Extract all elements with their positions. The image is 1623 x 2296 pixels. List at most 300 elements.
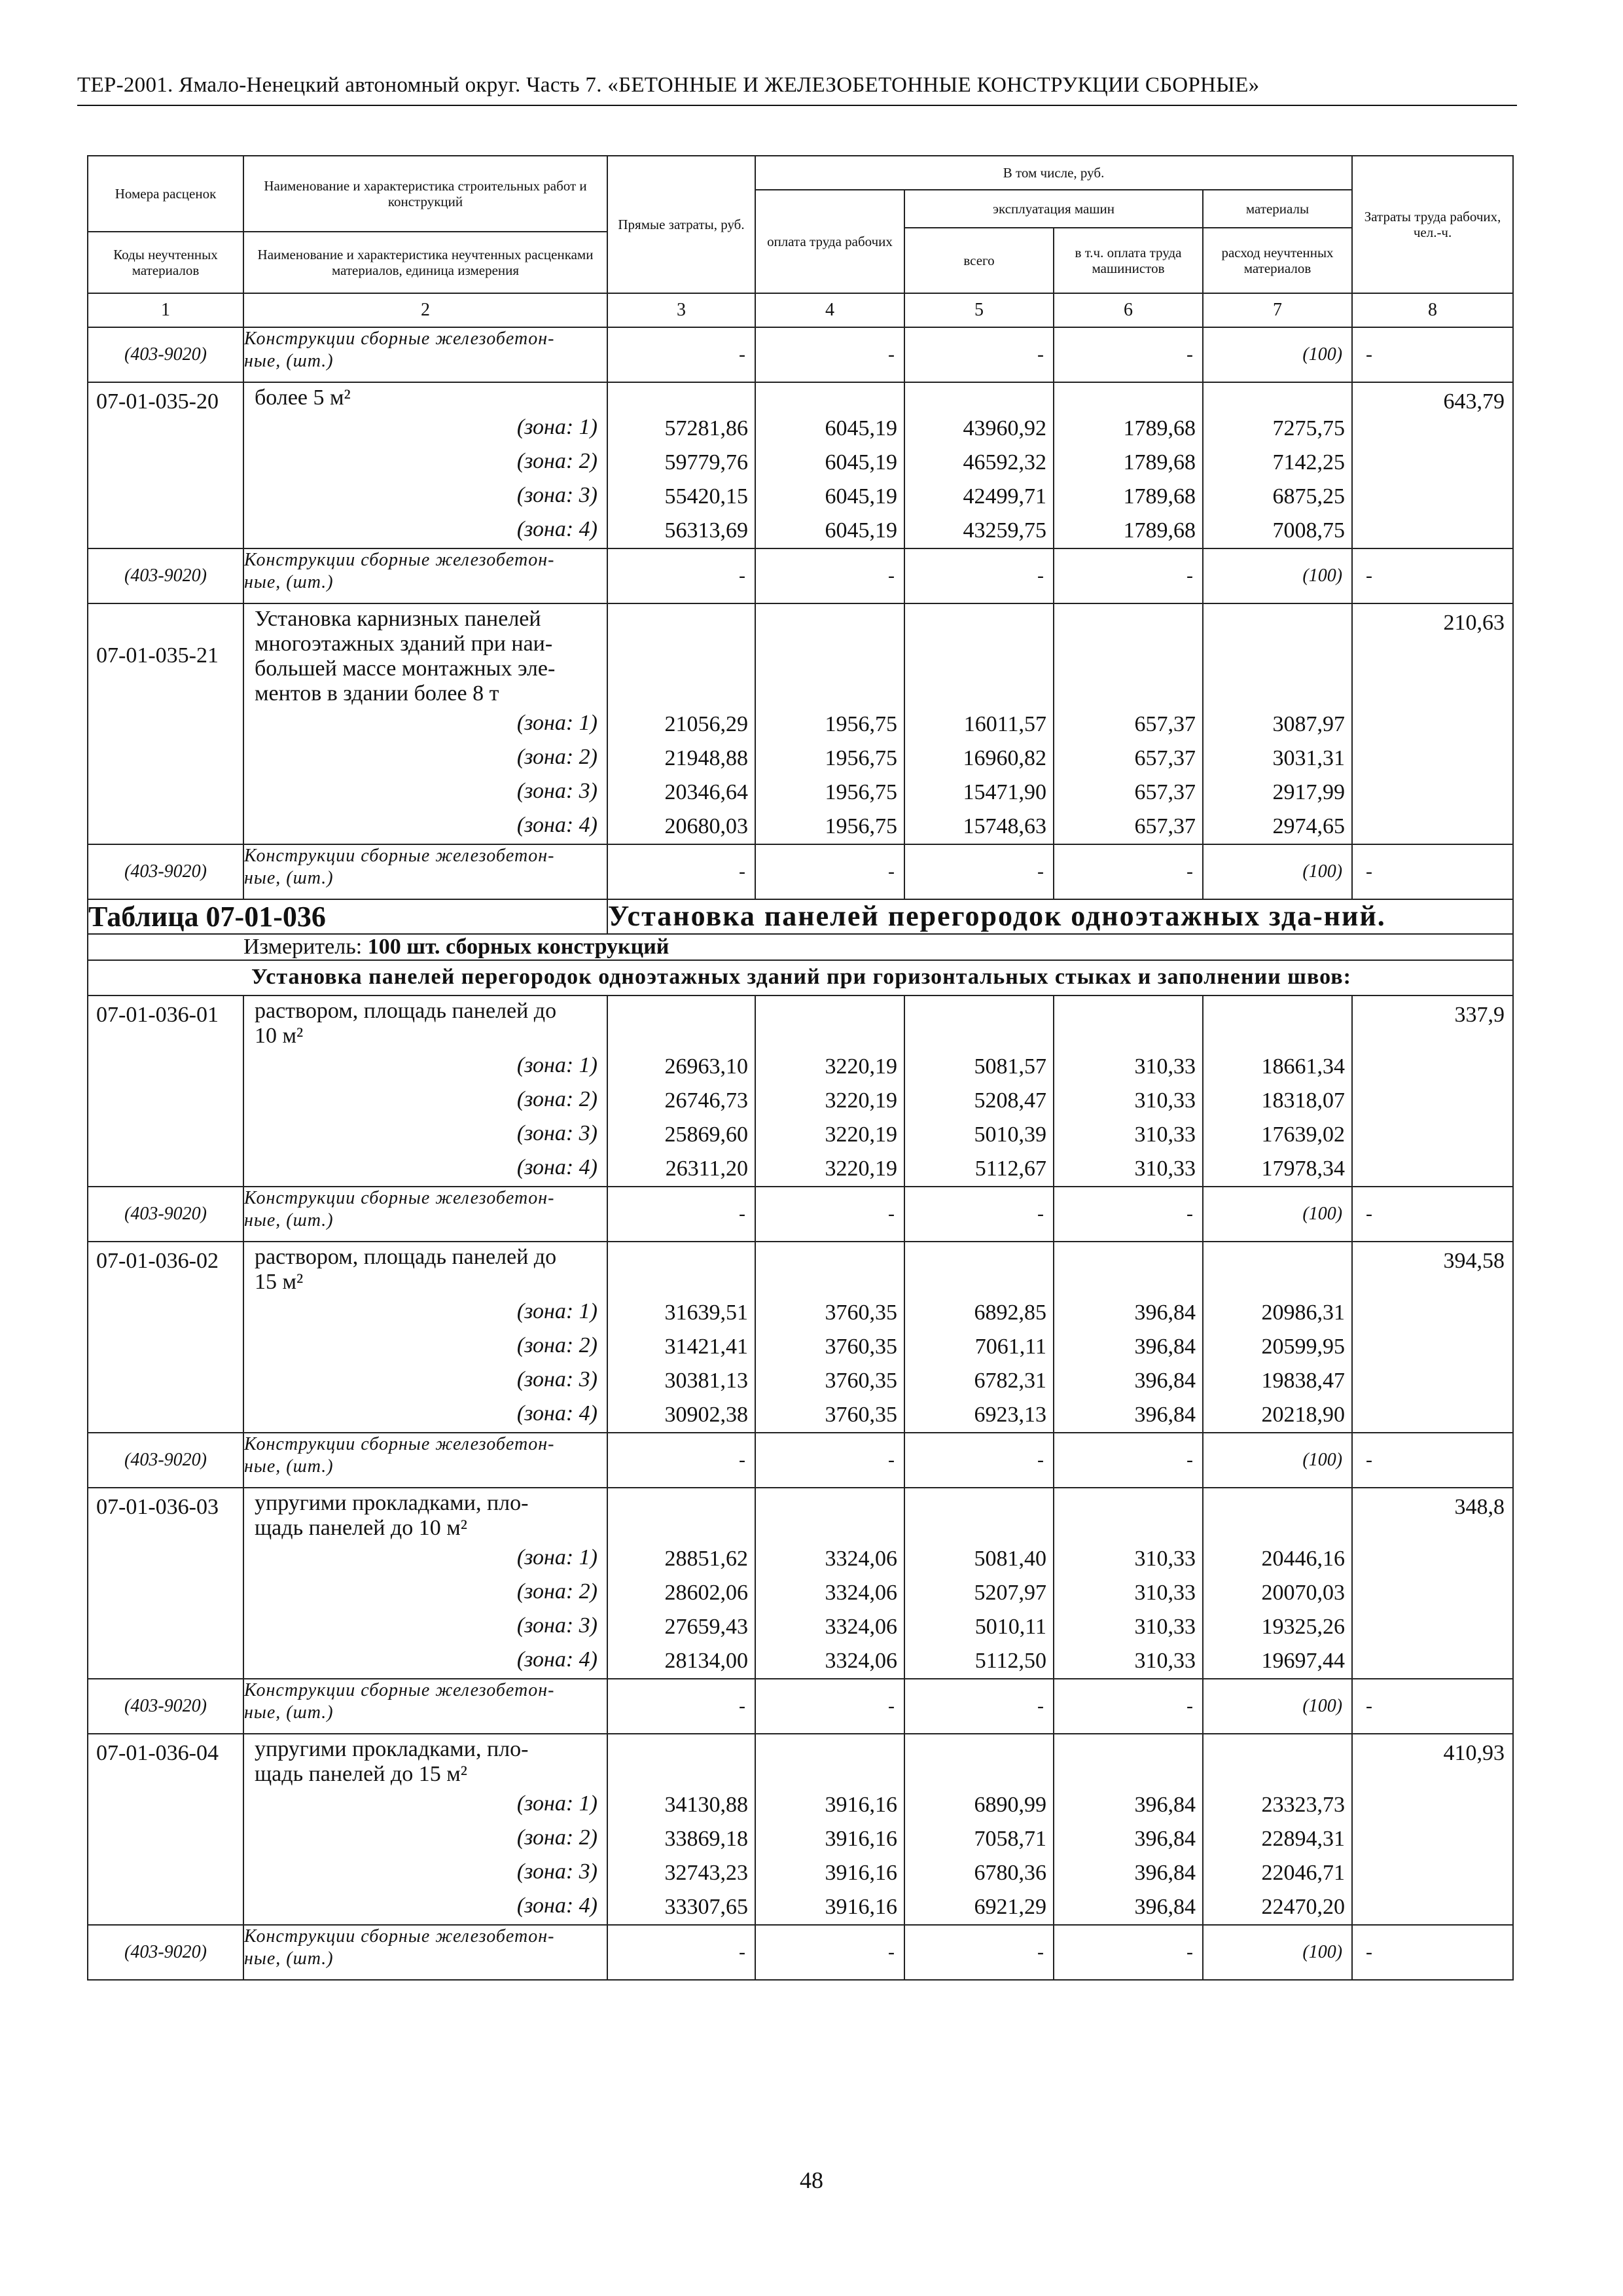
materials-cost-cell [1203, 1242, 1352, 1433]
material-dash: - [1054, 327, 1203, 382]
direct-cost: 28134,00 [664, 1649, 748, 1673]
material-quantity: (100) [1203, 1925, 1352, 1980]
material-row [88, 1925, 1513, 1980]
direct-cost-cell [607, 1734, 755, 1925]
materials-cost: 20986,31 [1261, 1300, 1346, 1325]
direct-cost: 20346,64 [664, 780, 748, 804]
material-quantity: (100) [1203, 1433, 1352, 1488]
labor-cost: 394,58 [1352, 1242, 1513, 1433]
worker-wages: 3220,19 [825, 1088, 897, 1113]
material-row [88, 327, 1513, 382]
rate-name-cell [243, 1734, 607, 1925]
direct-cost: 28851,62 [664, 1547, 748, 1571]
rate-row [88, 996, 1513, 1187]
machinist-wages: 1789,68 [1123, 484, 1196, 509]
material-code: (403-9020) [88, 548, 243, 603]
rate-name-line: щадь панелей до 10 м² [255, 1516, 467, 1540]
zone-label: (зона: 1) [516, 1053, 597, 1077]
zone-label: (зона: 2) [516, 1579, 597, 1604]
material-code: (403-9020) [88, 327, 243, 382]
material-dash: - [607, 1433, 755, 1488]
machinist-wages-cell [1054, 1488, 1203, 1679]
machinist-wages: 310,33 [1134, 1122, 1196, 1147]
machinist-wages: 310,33 [1134, 1547, 1196, 1571]
labor-cost: 410,93 [1352, 1734, 1513, 1925]
rate-row [88, 603, 1513, 844]
measure-unit [243, 934, 1513, 960]
zone-label: (зона: 1) [516, 1545, 597, 1570]
materials-cost: 20599,95 [1261, 1335, 1346, 1359]
machines-total: 5112,67 [974, 1157, 1046, 1181]
material-dash: - [904, 327, 1054, 382]
direct-cost: 55420,15 [664, 484, 748, 509]
machinist-wages: 396,84 [1134, 1861, 1196, 1885]
col-rate-number-header: Номера расценок [88, 156, 243, 232]
material-dash: - [755, 327, 904, 382]
machines-total-cell [904, 996, 1054, 1187]
machinist-wages: 396,84 [1134, 1827, 1196, 1851]
zone-label: (зона: 4) [516, 813, 597, 837]
col-number: 8 [1352, 293, 1513, 327]
direct-cost-cell [607, 996, 755, 1187]
worker-wages: 1956,75 [825, 746, 897, 770]
rate-name-line: упругими прокладками, пло- [255, 1737, 529, 1761]
machines-total: 15748,63 [963, 814, 1046, 838]
group-row [88, 960, 1513, 996]
material-name: Конструкции сборные железобетон- ные, (шт.) [243, 844, 607, 899]
measure-label: Измеритель: [243, 935, 368, 959]
material-code: (403-9020) [88, 1679, 243, 1734]
col-number: 3 [607, 293, 755, 327]
direct-cost: 56313,69 [664, 518, 748, 543]
material-dash: - [755, 1433, 904, 1488]
materials-cost-cell [1203, 1488, 1352, 1679]
direct-cost: 26963,10 [664, 1054, 748, 1079]
machines-total-cell [904, 382, 1054, 548]
rate-code: 07-01-036-03 [88, 1488, 243, 1679]
machinist-wages: 396,84 [1134, 1793, 1196, 1817]
rate-name-cell [243, 1242, 607, 1433]
direct-cost: 27659,43 [664, 1615, 748, 1639]
machinist-wages: 657,37 [1134, 780, 1196, 804]
materials-cost: 19697,44 [1261, 1649, 1346, 1673]
machines-total: 5081,40 [974, 1547, 1046, 1571]
material-row [88, 1187, 1513, 1242]
rate-name-line: более 5 м² [255, 386, 351, 410]
zone-label: (зона: 3) [516, 483, 597, 507]
zone-label: (зона: 3) [516, 1367, 597, 1391]
worker-wages: 6045,19 [825, 484, 897, 509]
materials-cost: 7275,75 [1272, 416, 1346, 440]
material-dash: - [1352, 1187, 1513, 1242]
material-dash: - [1352, 327, 1513, 382]
machinist-wages-cell [1054, 603, 1203, 844]
worker-wages-cell [755, 996, 904, 1187]
material-dash: - [1352, 1433, 1513, 1488]
machinist-wages: 657,37 [1134, 746, 1196, 770]
zone-label: (зона: 4) [516, 1401, 597, 1426]
material-dash: - [755, 548, 904, 603]
machines-total: 43960,92 [963, 416, 1046, 440]
zone-label: (зона: 4) [516, 1893, 597, 1918]
zone-label: (зона: 3) [516, 1613, 597, 1638]
materials-cost: 20218,90 [1261, 1403, 1346, 1427]
material-name: Конструкции сборные железобетон- ные, (шт.) [243, 327, 607, 382]
materials-cost: 18661,34 [1261, 1054, 1346, 1079]
table-caption-row [88, 899, 1513, 934]
zone-label: (зона: 3) [516, 779, 597, 803]
materials-cost: 19325,26 [1261, 1615, 1346, 1639]
machinist-wages: 1789,68 [1123, 518, 1196, 543]
worker-wages-cell [755, 603, 904, 844]
machines-total: 6892,85 [974, 1300, 1046, 1325]
col-material-code-header: Коды неучтенных материалов [88, 232, 243, 293]
material-dash: - [607, 1925, 755, 1980]
machinist-wages: 396,84 [1134, 1369, 1196, 1393]
material-name: Конструкции сборные железобетон- ные, (шт.) [243, 1433, 607, 1488]
direct-cost: 33307,65 [664, 1895, 748, 1919]
zone-label: (зона: 1) [516, 1791, 597, 1816]
material-dash: - [1054, 548, 1203, 603]
material-code: (403-9020) [88, 1187, 243, 1242]
machines-total: 5010,39 [974, 1122, 1046, 1147]
machinist-wages: 310,33 [1134, 1088, 1196, 1113]
rate-code: 07-01-036-02 [88, 1242, 243, 1433]
direct-cost: 30381,13 [664, 1369, 748, 1393]
machinist-wages: 657,37 [1134, 712, 1196, 736]
worker-wages-cell [755, 382, 904, 548]
materials-cost: 23323,73 [1261, 1793, 1346, 1817]
material-code: (403-9020) [88, 1433, 243, 1488]
col-number: 6 [1054, 293, 1203, 327]
machinist-wages: 310,33 [1134, 1581, 1196, 1605]
rate-code: 07-01-035-20 [88, 382, 243, 548]
rate-name-line: щадь панелей до 15 м² [255, 1762, 467, 1786]
material-row [88, 844, 1513, 899]
material-dash: - [904, 1679, 1054, 1734]
page-number: 48 [800, 2167, 823, 2193]
material-dash: - [1054, 1433, 1203, 1488]
worker-wages: 3760,35 [825, 1369, 897, 1393]
zone-label: (зона: 1) [516, 1299, 597, 1323]
rate-name-line: большей массе монтажных эле- [255, 656, 556, 681]
direct-cost: 26746,73 [664, 1088, 748, 1113]
material-quantity: (100) [1203, 1679, 1352, 1734]
col-wages-header: оплата труда рабочих [755, 190, 904, 293]
col-labor-header: Затраты труда рабочих, чел.-ч. [1352, 156, 1513, 293]
machines-total-cell [904, 1242, 1054, 1433]
col-number: 5 [904, 293, 1054, 327]
machines-total: 5112,50 [974, 1649, 1046, 1673]
rate-name-line: раствором, площадь панелей до [255, 999, 557, 1023]
machines-total: 16960,82 [963, 746, 1046, 770]
machinist-wages: 657,37 [1134, 814, 1196, 838]
machines-total: 7061,11 [974, 1335, 1046, 1359]
machines-header: эксплуатация машин [904, 190, 1203, 228]
materials-cost: 22894,31 [1261, 1827, 1346, 1851]
machinist-wages: 310,33 [1134, 1615, 1196, 1639]
direct-cost: 32743,23 [664, 1861, 748, 1885]
worker-wages: 3916,16 [825, 1793, 897, 1817]
worker-wages: 3760,35 [825, 1403, 897, 1427]
materials-cost-cell [1203, 996, 1352, 1187]
machines-total: 15471,90 [963, 780, 1046, 804]
material-dash: - [904, 1433, 1054, 1488]
materials-cost: 20070,03 [1261, 1581, 1346, 1605]
materials-cost: 7008,75 [1272, 518, 1346, 543]
worker-wages: 3916,16 [825, 1895, 897, 1919]
labor-cost: 337,9 [1352, 996, 1513, 1187]
zone-label: (зона: 3) [516, 1859, 597, 1884]
col-number: 1 [88, 293, 243, 327]
machines-total: 6921,29 [974, 1895, 1046, 1919]
worker-wages-cell [755, 1734, 904, 1925]
material-dash: - [607, 327, 755, 382]
table-title: Установка панелей перегородок одноэтажных зда-ний. [607, 899, 1513, 934]
material-dash: - [1054, 1679, 1203, 1734]
rate-name-line: 10 м² [255, 1024, 304, 1048]
materials-cost: 2917,99 [1272, 780, 1346, 804]
col-materials-header: расход неучтенных материалов [1203, 228, 1352, 293]
material-row [88, 548, 1513, 603]
materials-cost: 17639,02 [1261, 1122, 1346, 1147]
material-dash: - [1352, 1679, 1513, 1734]
material-quantity: (100) [1203, 548, 1352, 603]
machinist-wages: 396,84 [1134, 1403, 1196, 1427]
zone-label: (зона: 4) [516, 517, 597, 541]
machines-total-cell [904, 603, 1054, 844]
worker-wages: 6045,19 [825, 518, 897, 543]
materials-header: материалы [1203, 190, 1352, 228]
labor-cost: 643,79 [1352, 382, 1513, 548]
material-dash: - [1054, 1187, 1203, 1242]
materials-cost: 22046,71 [1261, 1861, 1346, 1885]
machinist-wages: 1789,68 [1123, 416, 1196, 440]
direct-cost: 30902,38 [664, 1403, 748, 1427]
material-dash: - [755, 1187, 904, 1242]
machinist-wages: 310,33 [1134, 1054, 1196, 1079]
rates-table [87, 155, 1514, 1981]
material-row [88, 1433, 1513, 1488]
direct-cost: 28602,06 [664, 1581, 748, 1605]
material-dash: - [1352, 844, 1513, 899]
col-machines-total-header: всего [904, 228, 1054, 293]
direct-cost: 25869,60 [664, 1122, 748, 1147]
worker-wages: 3324,06 [825, 1581, 897, 1605]
direct-cost: 33869,18 [664, 1827, 748, 1851]
machines-total: 7058,71 [974, 1827, 1046, 1851]
materials-cost: 7142,25 [1272, 450, 1346, 475]
material-quantity: (100) [1203, 1187, 1352, 1242]
measure-row [88, 934, 1513, 960]
material-dash: - [1054, 844, 1203, 899]
material-dash: - [607, 1679, 755, 1734]
machinist-wages: 396,84 [1134, 1300, 1196, 1325]
group-title: Установка панелей перегородок одноэтажных зданий при горизонтальных стыках и заполнении швов: [243, 960, 1513, 996]
materials-cost: 6875,25 [1272, 484, 1346, 509]
material-dash: - [755, 844, 904, 899]
direct-cost: 59779,76 [664, 450, 748, 475]
machinist-wages-cell [1054, 1242, 1203, 1433]
materials-cost: 18318,07 [1261, 1088, 1346, 1113]
worker-wages: 3760,35 [825, 1300, 897, 1325]
machines-total: 6923,13 [974, 1403, 1046, 1427]
machines-total: 5207,97 [974, 1581, 1046, 1605]
material-dash: - [1352, 1925, 1513, 1980]
materials-cost: 22470,20 [1261, 1895, 1346, 1919]
included-header: В том числе, руб. [755, 156, 1352, 190]
material-dash: - [1054, 1925, 1203, 1980]
material-code: (403-9020) [88, 1925, 243, 1980]
material-code: (403-9020) [88, 844, 243, 899]
material-dash: - [607, 1187, 755, 1242]
zone-label: (зона: 2) [516, 1087, 597, 1111]
table-number: Таблица 07-01-036 [88, 899, 607, 934]
machines-total: 46592,32 [963, 450, 1046, 475]
machinist-wages: 396,84 [1134, 1895, 1196, 1919]
rate-name-cell [243, 603, 607, 844]
rate-name-line: многоэтажных зданий при наи- [255, 632, 553, 656]
materials-cost-cell [1203, 382, 1352, 548]
machines-total: 5208,47 [974, 1088, 1046, 1113]
machines-total-cell [904, 1488, 1054, 1679]
material-dash: - [904, 1925, 1054, 1980]
machinist-wages-cell [1054, 996, 1203, 1187]
machines-total: 5010,11 [974, 1615, 1046, 1639]
direct-cost-cell [607, 1242, 755, 1433]
material-dash: - [904, 1187, 1054, 1242]
machines-total: 43259,75 [963, 518, 1046, 543]
rate-row [88, 1488, 1513, 1679]
rate-name-line: 15 м² [255, 1270, 304, 1294]
col-work-name-header: Наименование и характеристика строительных работ и конструкций [243, 156, 607, 232]
worker-wages-cell [755, 1242, 904, 1433]
worker-wages: 3220,19 [825, 1054, 897, 1079]
rate-name-cell [243, 996, 607, 1187]
material-dash: - [904, 844, 1054, 899]
direct-cost: 31421,41 [664, 1335, 748, 1359]
rate-name-cell [243, 382, 607, 548]
machinist-wages: 396,84 [1134, 1335, 1196, 1359]
machines-total: 16011,57 [963, 712, 1046, 736]
material-name: Конструкции сборные железобетон- ные, (шт.) [243, 1925, 607, 1980]
direct-cost: 31639,51 [664, 1300, 748, 1325]
worker-wages: 1956,75 [825, 814, 897, 838]
worker-wages: 3324,06 [825, 1649, 897, 1673]
col-number: 2 [243, 293, 607, 327]
material-quantity: (100) [1203, 327, 1352, 382]
materials-cost: 2974,65 [1272, 814, 1346, 838]
material-dash: - [1352, 548, 1513, 603]
material-quantity: (100) [1203, 844, 1352, 899]
materials-cost: 17978,34 [1261, 1157, 1346, 1181]
machines-total: 6782,31 [974, 1369, 1046, 1393]
machines-total-cell [904, 1734, 1054, 1925]
machinist-wages-cell [1054, 1734, 1203, 1925]
page-header: ТЕР-2001. Ямало-Ненецкий автономный округ. Часть 7. «БЕТОННЫЕ И ЖЕЛЕЗОБЕТОННЫЕ КОНСТРУКЦИИ СБОРНЫЕ» [77, 73, 1260, 97]
col-number: 4 [755, 293, 904, 327]
col-direct-costs-header: Прямые затраты, руб. [607, 156, 755, 293]
materials-cost-cell [1203, 603, 1352, 844]
header-rule [77, 105, 1517, 106]
rate-row [88, 382, 1513, 548]
direct-cost: 21948,88 [664, 746, 748, 770]
rate-name-line: упругими прокладками, пло- [255, 1491, 529, 1515]
rate-code: 07-01-035-21 [88, 603, 243, 844]
worker-wages: 3760,35 [825, 1335, 897, 1359]
direct-cost: 57281,86 [664, 416, 748, 440]
zone-label: (зона: 3) [516, 1121, 597, 1145]
material-row [88, 1679, 1513, 1734]
zone-label: (зона: 2) [516, 745, 597, 769]
material-dash: - [607, 548, 755, 603]
direct-cost: 21056,29 [664, 712, 748, 736]
materials-cost: 3031,31 [1272, 746, 1346, 770]
materials-cost-cell [1203, 1734, 1352, 1925]
material-dash: - [755, 1925, 904, 1980]
zone-label: (зона: 2) [516, 1825, 597, 1850]
zone-label: (зона: 1) [516, 415, 597, 439]
material-name: Конструкции сборные железобетон- ные, (шт.) [243, 548, 607, 603]
materials-cost: 20446,16 [1261, 1547, 1346, 1571]
machines-total: 6780,36 [974, 1861, 1046, 1885]
rate-row [88, 1734, 1513, 1925]
machinist-wages: 310,33 [1134, 1649, 1196, 1673]
col-machinist-wages-header: в т.ч. оплата труда машинистов [1054, 228, 1203, 293]
worker-wages: 3220,19 [825, 1122, 897, 1147]
spacer [88, 960, 243, 996]
worker-wages: 3220,19 [825, 1157, 897, 1181]
direct-cost-cell [607, 382, 755, 548]
machinist-wages-cell [1054, 382, 1203, 548]
direct-cost-cell [607, 603, 755, 844]
material-name: Конструкции сборные железобетон- ные, (шт.) [243, 1679, 607, 1734]
materials-cost: 19838,47 [1261, 1369, 1346, 1393]
machines-total: 6890,99 [974, 1793, 1046, 1817]
materials-cost: 3087,97 [1272, 712, 1346, 736]
zone-label: (зона: 1) [516, 711, 597, 735]
rate-name-line: раствором, площадь панелей до [255, 1245, 557, 1269]
direct-cost: 34130,88 [664, 1793, 748, 1817]
material-dash: - [755, 1679, 904, 1734]
rate-code: 07-01-036-04 [88, 1734, 243, 1925]
direct-cost: 26311,20 [665, 1157, 748, 1181]
worker-wages: 3324,06 [825, 1547, 897, 1571]
zone-label: (зона: 2) [516, 1333, 597, 1357]
machinist-wages: 1789,68 [1123, 450, 1196, 475]
machines-total: 42499,71 [963, 484, 1046, 509]
material-dash: - [607, 844, 755, 899]
rate-row [88, 1242, 1513, 1433]
machinist-wages: 310,33 [1134, 1157, 1196, 1181]
material-dash: - [904, 548, 1054, 603]
worker-wages: 1956,75 [825, 780, 897, 804]
worker-wages-cell [755, 1488, 904, 1679]
machines-total: 5081,57 [974, 1054, 1046, 1079]
worker-wages: 6045,19 [825, 416, 897, 440]
worker-wages: 3916,16 [825, 1827, 897, 1851]
col-number: 7 [1203, 293, 1352, 327]
labor-cost: 210,63 [1352, 603, 1513, 844]
labor-cost: 348,8 [1352, 1488, 1513, 1679]
material-name: Конструкции сборные железобетон- ные, (шт.) [243, 1187, 607, 1242]
measure-value: 100 шт. сборных конструкций [367, 935, 669, 959]
direct-cost-cell [607, 1488, 755, 1679]
zone-label: (зона: 2) [516, 449, 597, 473]
rate-name-line: Установка карнизных панелей [255, 607, 541, 631]
zone-label: (зона: 4) [516, 1647, 597, 1672]
worker-wages: 6045,19 [825, 450, 897, 475]
